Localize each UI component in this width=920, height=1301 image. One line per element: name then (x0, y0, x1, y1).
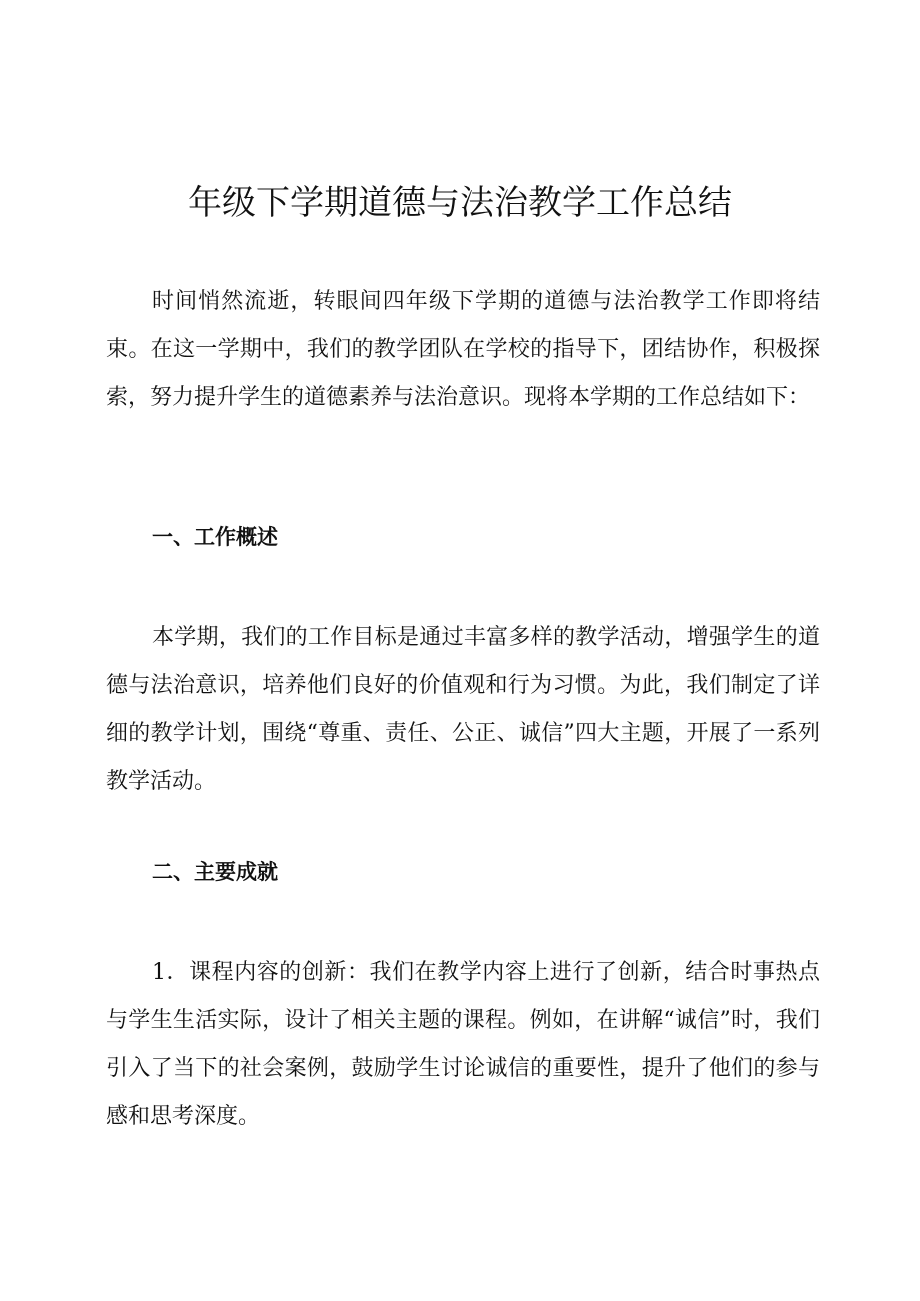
achievement-item-1: 1．课程内容的创新：我们在教学内容上进行了创新，结合时事热点与学生生活实际，设计了相关主题的课程。例如，在讲解“诚信”时，我们引入了当下的社会案例，鼓励学生讨论诚信的重要性，提升了他们的参与感和思考深度。 (106, 960, 820, 1129)
overview-paragraph: 本学期，我们的工作目标是通过丰富多样的教学活动，增强学生的道德与法治意识，培养他们良好的价值观和行为习惯。为此，我们制定了详细的教学计划，围绕“尊重、责任、公正、诚信”四大主题，开展了一系列教学活动。 (106, 625, 820, 794)
intro-paragraph: 时间悄然流逝，转眼间四年级下学期的道德与法治教学工作即将结束。在这一学期中，我们的教学团队在学校的指导下，团结协作，积极探索，努力提升学生的道德素养与法治意识。现将本学期的工作总结如下： (106, 289, 820, 410)
section-heading-achievements: 二、主要成就 (152, 860, 278, 884)
document-title: 年级下学期道德与法治教学工作总结 (188, 183, 732, 223)
section-heading-overview: 一、工作概述 (152, 525, 278, 549)
